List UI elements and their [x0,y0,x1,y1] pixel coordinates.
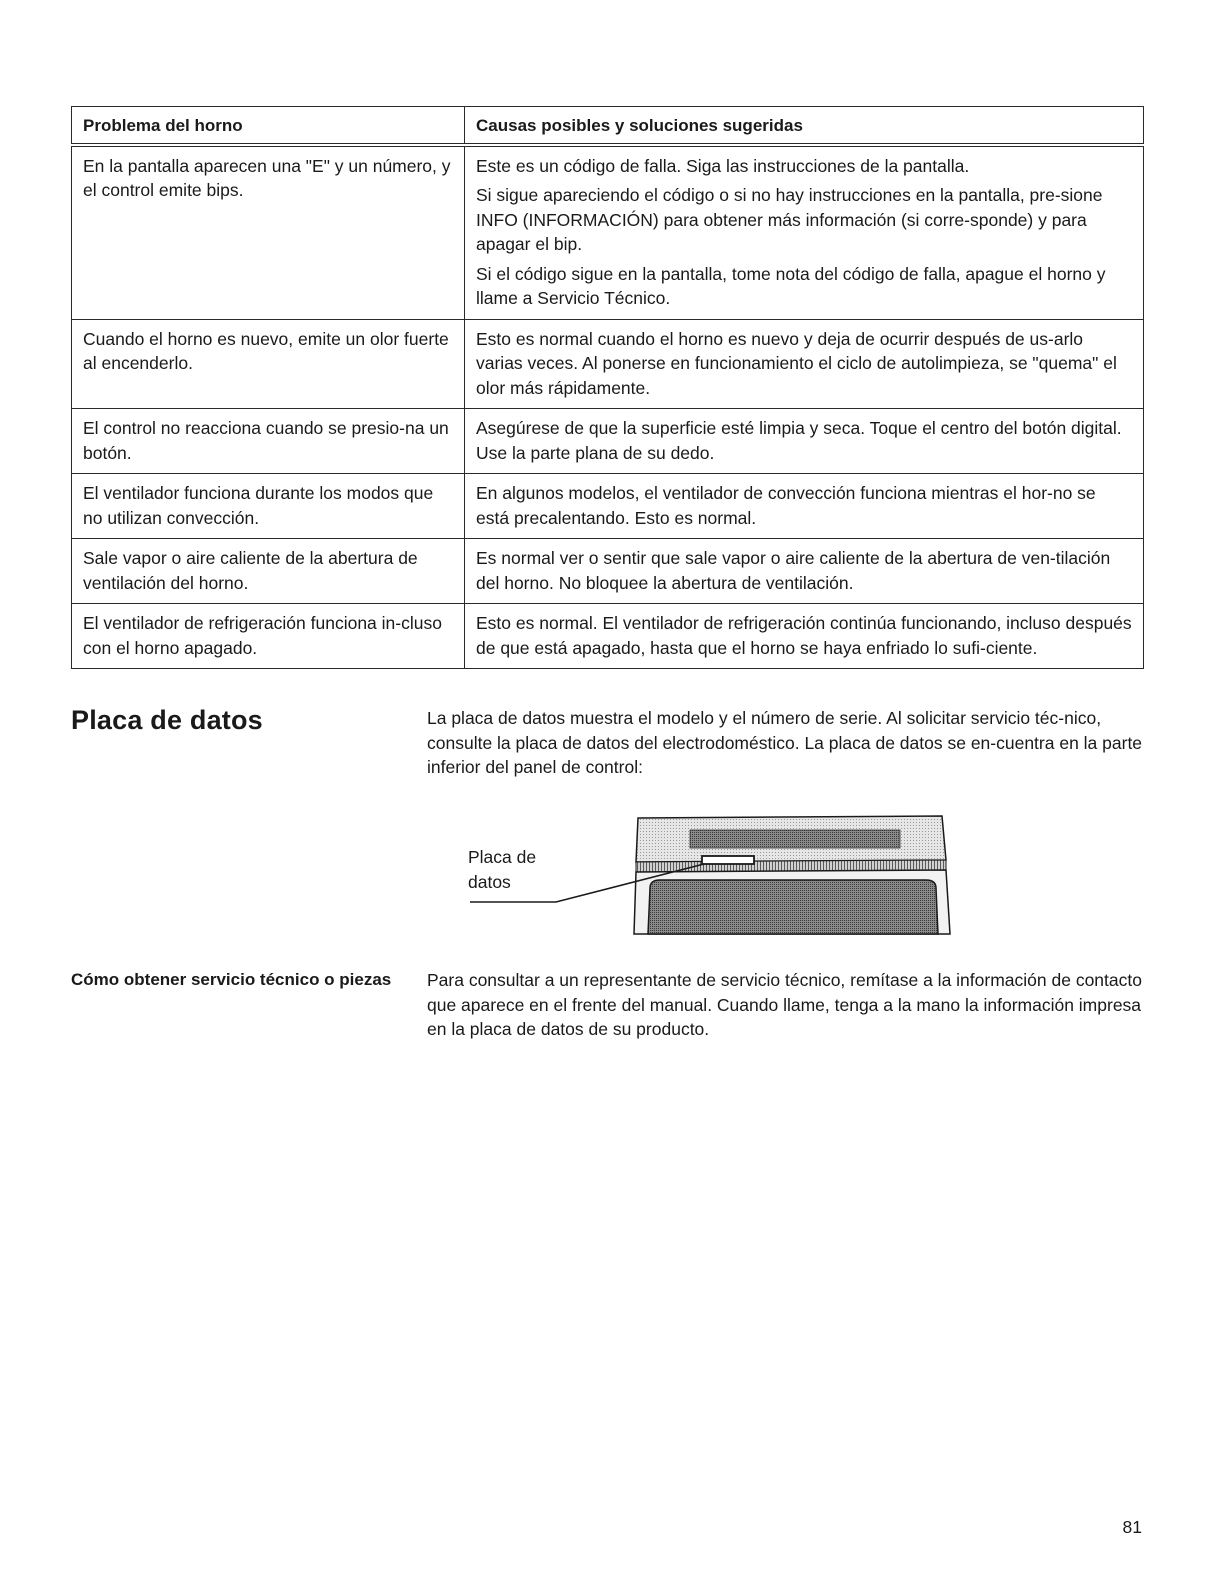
solution-cell [465,409,1144,474]
problem-cell: En la pantalla aparecen una "E" y un número, y el control emite bips. [72,145,465,320]
table-row [72,604,1144,669]
solution-text: Este es un código de falla. Siga las instrucciones de la pantalla. [476,155,970,176]
figure-callout-line2: datos [468,871,511,892]
solution-cell [465,474,1144,539]
problem-cell: El control no reacciona cuando se presio-na un botón. [72,409,465,474]
problem-cell: Sale vapor o aire caliente de la abertura de ventilación del horno. [72,539,465,604]
table-row [72,474,1144,539]
oven-control-panel-illustration [460,810,960,940]
table-row [72,539,1144,604]
solution-text: Esto es normal cuando el horno es nuevo y deja de ocurrir después de us-arlo varias veces. Al ponerse en funcionamiento el ciclo de autolimpieza, se "quema" el olor más rápidamente. [476,328,1117,398]
service-description: Para consultar a un representante de servicio técnico, remítase a la información de contacto que aparece en el frente del manual. Cuando llame, tenga a la mano la información impresa en la placa de datos de su producto. [427,970,1142,1039]
data-plate-figure [460,810,960,940]
data-plate-marker [702,856,754,864]
solution-text: Asegúrese de que la superficie esté limpia y seca. Toque el centro del botón digital. Use la parte plana de su dedo. [476,418,1122,463]
solution-text: Es normal ver o sentir que sale vapor o aire caliente de la abertura de ven-tilación del horno. No bloquee la abertura de ventilación. [476,548,1111,593]
solution-cell [465,604,1144,669]
header-problem: Problema del horno [72,107,465,145]
solution-text: Si el código sigue en la pantalla, tome nota del código de falla, apague el horno y llame a Servicio Técnico. [476,263,1106,308]
service-heading: Cómo obtener servicio técnico o piezas [71,970,392,989]
troubleshooting-table [71,106,1144,669]
table-row [72,409,1144,474]
solution-cell [465,539,1144,604]
solution-text: Esto es normal. El ventilador de refrigeración continúa funcionando, incluso después de que está apagado, hasta que el horno se haya enfriado lo sufi-ciente. [476,613,1132,658]
header-solutions: Causas posibles y soluciones sugeridas [465,107,1144,145]
problem-cell: El ventilador de refrigeración funciona in-cluso con el horno apagado. [72,604,465,669]
solution-text: Si sigue apareciendo el código o si no hay instrucciones en la pantalla, pre-sione INFO (INFORMACIÓN) para obtener más información (si corre-sponde) y para apagar el bip. [476,185,1103,254]
problem-cell: Cuando el horno es nuevo, emite un olor fuerte al encenderlo. [72,319,465,409]
data-plate-heading: Placa de datos [71,705,263,735]
oven-door-window [648,880,938,934]
solution-cell [465,319,1144,409]
page-number: 81 [1122,1517,1142,1537]
solution-cell [465,145,1144,320]
control-display [690,830,900,848]
table-row [72,319,1144,409]
table-header-row [72,107,1144,145]
table-row [72,145,1144,320]
problem-cell: El ventilador funciona durante los modos que no utilizan convección. [72,474,465,539]
figure-callout-line1: Placa de [468,847,537,867]
data-plate-description: La placa de datos muestra el modelo y el número de serie. Al solicitar servicio téc-nico, consulte la placa de datos del electrodoméstico. La placa de datos se en-cuentra en la parte inferior del panel de control: [427,708,1143,777]
solution-text: En algunos modelos, el ventilador de convección funciona mientras el hor-no se está precalentando. Esto es normal. [476,483,1096,528]
